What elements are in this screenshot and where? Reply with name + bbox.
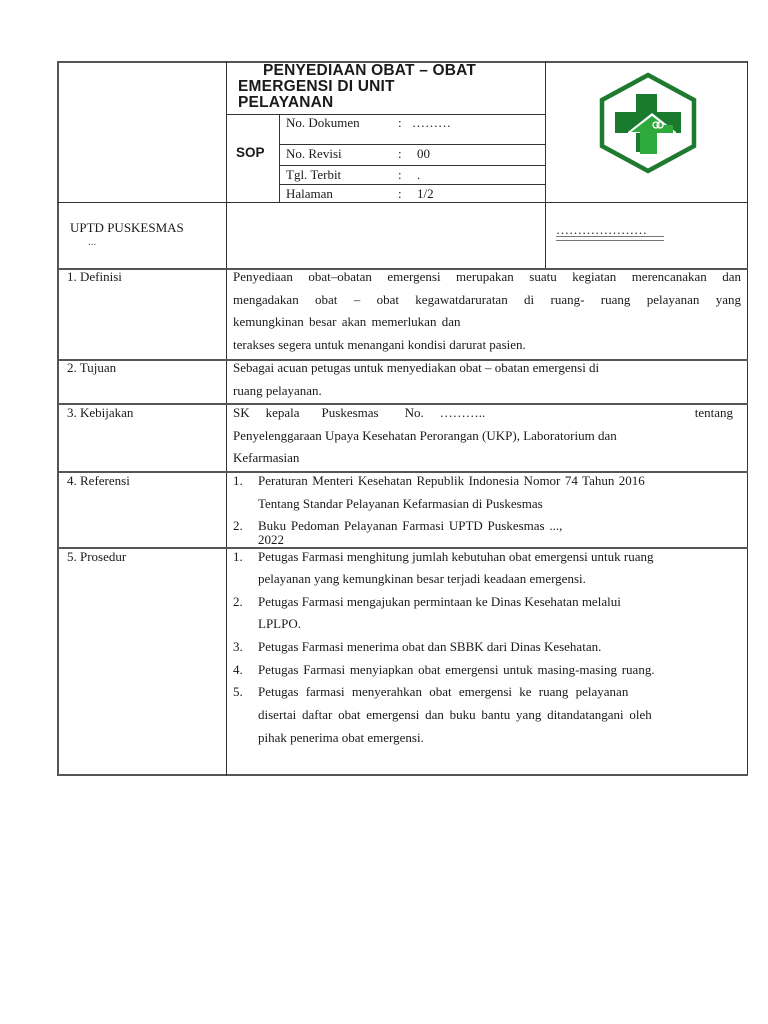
kebijakan-line-3: Kefarmasian bbox=[233, 450, 300, 465]
kebijakan-line-2: Penyelenggaraan Upaya Kesehatan Perorangan (UKP), Laboratorium dan bbox=[233, 427, 617, 443]
section-label-prosedur: 5. Prosedur bbox=[67, 549, 127, 564]
signature-placeholder: ………………… bbox=[556, 222, 647, 237]
puskesmas-logo-icon bbox=[598, 72, 698, 174]
definisi-line-1: Penyediaan obat–obatan emergensi merupakan suatu kegiatan merencanakan dan bbox=[233, 269, 741, 284]
meta-label-no-revisi: No. Revisi bbox=[286, 146, 342, 161]
referensi-item-2 bbox=[233, 518, 733, 548]
prosedur-item-5-line-1: Petugas farmasi menyerahkan obat emergensi ke ruang pelayanan bbox=[258, 684, 629, 699]
referensi-item-2-line-1: Buku Pedoman Pelayanan Farmasi UPTD Puskesmas ..., bbox=[258, 518, 563, 533]
definisi-line-4: terakses segera untuk menangani kondisi darurat pasien. bbox=[233, 336, 526, 352]
tujuan-line-2: ruang pelayanan. bbox=[233, 382, 322, 398]
section-label-definisi: 1. Definisi bbox=[67, 269, 122, 284]
prosedur-item-1-line-1: Petugas Farmasi menghitung jumlah kebutuhan obat emergensi untuk ruang bbox=[258, 549, 654, 564]
list-number: 4. bbox=[233, 662, 243, 677]
list-number: 2. bbox=[233, 518, 243, 533]
puskesmas-logo bbox=[598, 72, 698, 174]
prosedur-item-4-line-1: Petugas Farmasi menyiapkan obat emergensi untuk masing-masing ruang. bbox=[258, 662, 655, 677]
list-number: 3. bbox=[233, 639, 243, 654]
referensi-item-2-line-2: 2022 bbox=[258, 532, 284, 547]
org-name bbox=[70, 220, 184, 248]
prosedur-item-5-line-3: pihak penerima obat emergensi. bbox=[258, 730, 424, 745]
meta-label-no-dokumen: No. Dokumen bbox=[286, 115, 360, 130]
kebijakan-word: Puskesmas bbox=[321, 405, 379, 420]
prosedur-item-1-line-2: pelayanan yang kemungkinan besar terjadi keadaan emergensi. bbox=[258, 571, 586, 586]
meta-label-tgl-terbit: Tgl. Terbit bbox=[286, 167, 342, 182]
signature-underline bbox=[556, 236, 664, 241]
prosedur-item-5-line-2: disertai daftar obat emergensi dan buku bantu yang ditandatangani oleh bbox=[258, 707, 652, 722]
meta-label-halaman: Halaman bbox=[286, 186, 333, 201]
meta-value-halaman: 1/2 bbox=[417, 186, 434, 201]
divider-meta-1 bbox=[279, 144, 546, 145]
divider-sop-meta bbox=[279, 114, 280, 202]
kebijakan-line-1 bbox=[233, 402, 733, 425]
meta-value-tgl-terbit: . bbox=[417, 167, 421, 182]
section-text-kebijakan bbox=[233, 402, 733, 470]
meta-colon: : bbox=[398, 146, 402, 161]
prosedur-item-3-line-1: Petugas Farmasi menerima obat dan SBBK dari Dinas Kesehatan. bbox=[258, 639, 602, 654]
kebijakan-sk-number: ……….. bbox=[439, 405, 486, 420]
divider-meta-2 bbox=[279, 165, 546, 166]
tujuan-line-1: Sebagai acuan petugas untuk menyediakan obat – obatan emergensi di bbox=[233, 360, 600, 375]
divider-left-col bbox=[226, 61, 227, 776]
divider-title-bottom bbox=[226, 114, 546, 115]
meta-value-no-revisi: 00 bbox=[417, 146, 430, 161]
kebijakan-word: kepala bbox=[265, 405, 300, 420]
meta-colon: : bbox=[398, 115, 402, 130]
org-name-line-2: ... bbox=[88, 236, 97, 248]
referensi-item-1 bbox=[233, 473, 733, 517]
divider-header-bottom bbox=[57, 202, 748, 203]
meta-colon: : bbox=[398, 167, 402, 182]
definisi-line-3: kemungkinan besar akan memerlukan dan bbox=[233, 314, 461, 329]
section-label-kebijakan: 3. Kebijakan bbox=[67, 405, 134, 420]
section-text-tujuan bbox=[233, 357, 741, 402]
table-border-bottom bbox=[57, 774, 748, 776]
sop-label: SOP bbox=[236, 145, 265, 160]
kebijakan-word: No. bbox=[404, 405, 424, 420]
prosedur-item-2-line-2: LPLPO. bbox=[258, 616, 301, 631]
document-title bbox=[238, 63, 543, 111]
title-line-1: PENYEDIAAN OBAT – OBAT bbox=[263, 62, 477, 79]
kebijakan-word: tentang bbox=[694, 405, 733, 420]
kebijakan-word: SK bbox=[233, 405, 250, 420]
referensi-item-1-line-1: Peraturan Menteri Kesehatan Republik Indonesia Nomor 74 Tahun 2016 bbox=[258, 473, 645, 488]
meta-value-no-dokumen: ……… bbox=[412, 115, 451, 130]
list-number: 1. bbox=[233, 473, 243, 488]
org-name-line-1: UPTD PUSKESMAS bbox=[70, 220, 184, 235]
definisi-line-2: mengadakan obat – obat kegawatdaruratan di ruang- ruang pelayanan yang bbox=[233, 291, 741, 307]
divider-meta-3 bbox=[279, 184, 546, 185]
table-border-right bbox=[747, 61, 748, 776]
title-line-2: EMERGENSI DI UNIT bbox=[238, 78, 395, 95]
prosedur-item-2-line-1: Petugas Farmasi mengajukan permintaan ke Dinas Kesehatan melalui bbox=[258, 594, 621, 609]
referensi-item-1-line-2: Tentang Standar Pelayanan Kefarmasian di Puskesmas bbox=[258, 496, 543, 511]
title-line-3: PELAYANAN bbox=[238, 94, 334, 111]
meta-colon: : bbox=[398, 186, 402, 201]
section-label-tujuan: 2. Tujuan bbox=[67, 360, 117, 375]
table-border-left bbox=[57, 61, 59, 776]
list-number: 1. bbox=[233, 549, 243, 564]
list-number: 5. bbox=[233, 684, 243, 699]
list-number: 2. bbox=[233, 594, 243, 609]
section-label-referensi: 4. Referensi bbox=[67, 473, 130, 488]
section-text-definisi bbox=[233, 266, 741, 356]
